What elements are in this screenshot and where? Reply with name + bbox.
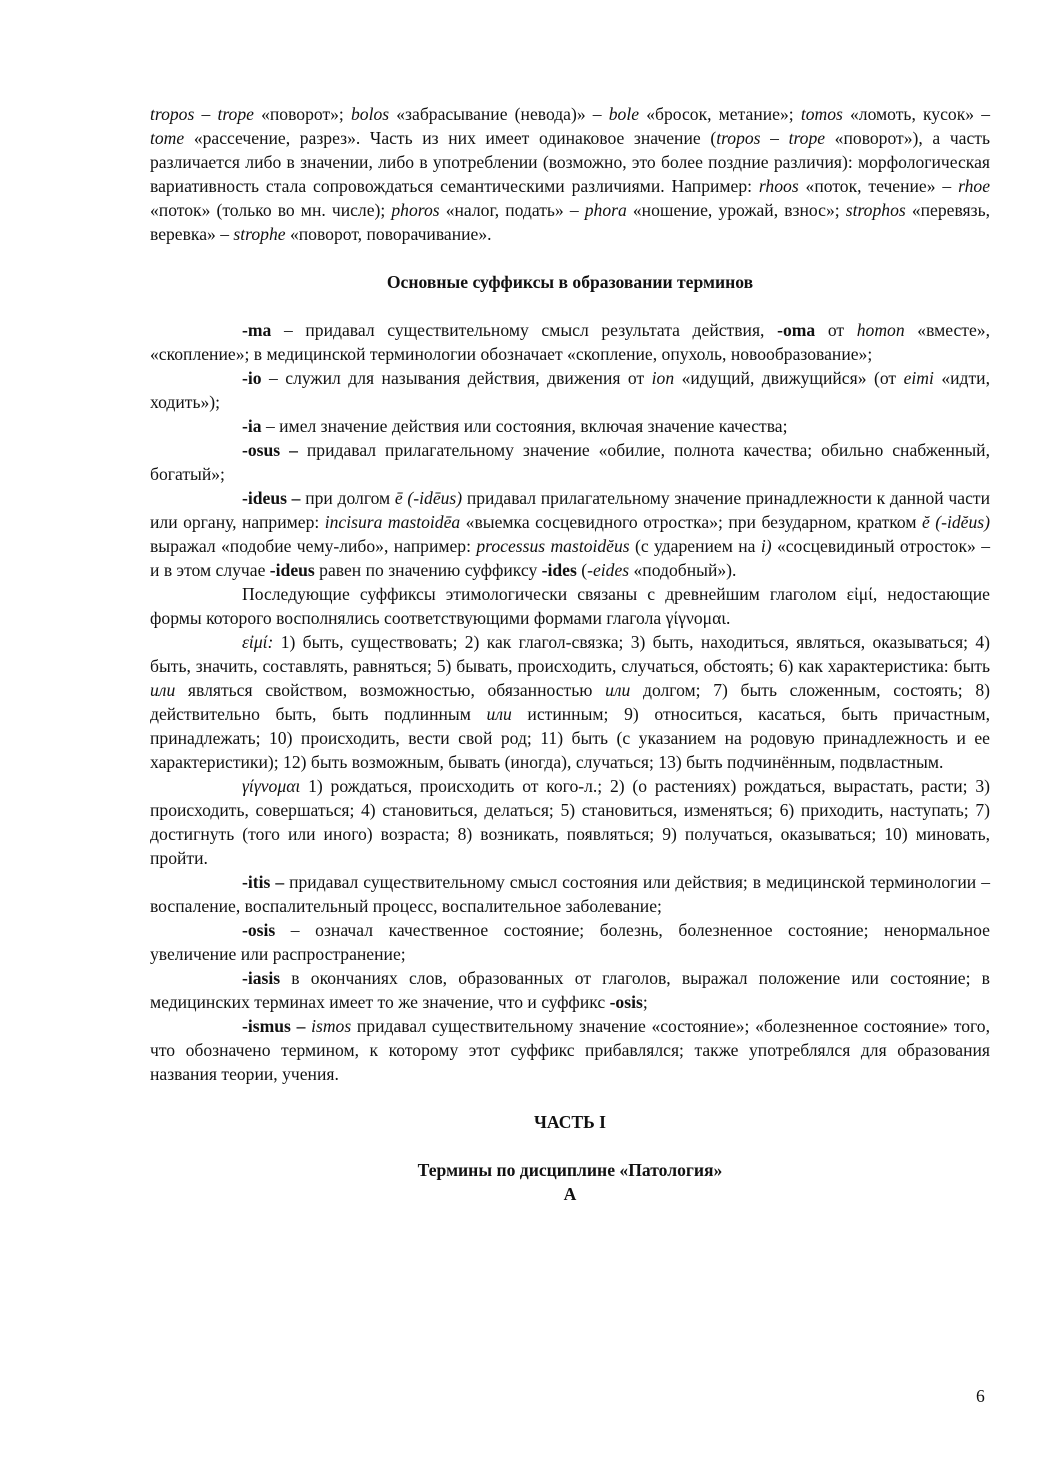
text-run: – придавал существительному смысл результата действия, [271, 320, 778, 340]
bold-term: -ideus – [242, 488, 301, 508]
text-run: «сосцевидиный отросток» – и в этом случае [150, 536, 990, 580]
italic-term: или [605, 680, 631, 700]
text-run: «вместе», «скопление»; в медицинской терминологии обозначает «скопление, опухоль, новообразование»; [150, 320, 990, 364]
page-body [150, 102, 990, 1206]
page-number: 6 [976, 1386, 985, 1406]
bold-term: -osis [242, 920, 276, 940]
bold-term: -iasis [242, 968, 281, 988]
text-run: «поворот»; [253, 104, 351, 124]
gignomai-definition [150, 774, 990, 870]
italic-term: trope [788, 128, 826, 148]
suffix-paragraph-ia [150, 414, 990, 438]
terms-heading: Термины по дисциплине «Патология» [417, 1160, 723, 1180]
italic-term: phoros [391, 200, 440, 220]
text-run: истинным; 9) относиться, касаться, быть причастным, принадлежать; 10) происходить, вести свой род; 11) быть (с указанием на родовую принадлежность и ее характеристики); 12) быть возможным, бывать (иногда), случаться; 13) быть подчинённым, подвластным. [150, 704, 990, 772]
text-run: – служил для называния действия, движения от [261, 368, 652, 388]
text-run: придавал существительному значение «состояние»; «болезненное состояние» того, что обозначено термином, к которому этот суффикс прибавлялся; также употреблялся для образования названия теории, учения. [150, 1016, 991, 1084]
italic-term: tomos [800, 104, 843, 124]
italic-term: εἰμί: [242, 632, 274, 652]
italic-term: i) [760, 536, 772, 556]
text-run: «ломоть, кусок» – [842, 104, 990, 124]
italic-term: ismos [311, 1016, 352, 1036]
text-run: «выемка сосцевидного отростка»; при безударном, кратком [460, 512, 922, 532]
italic-term: или [150, 680, 176, 700]
bold-term: -osus – [242, 440, 298, 460]
suffix-paragraph-itis [150, 870, 990, 918]
text-run: придавал прилагательному значение принадлежности к данной части или органу, например: [150, 488, 990, 532]
text-run: 1) быть, существовать; 2) как глагол-связка; 3) быть, находиться, являться, оказываться; 4) быть, значить, составлять, равняться; 5) бывать, происходить, случаться, обстоять; 6) как характеристика: быть [150, 632, 990, 676]
letter-heading: А [563, 1184, 577, 1204]
text-run: «перевязь, веревка» – [150, 200, 990, 244]
text-run: Последующие суффиксы этимологически связаны с древнейшим глаголом εἰμί, недостающие формы которого восполнялись соответствующими формами глагола γίγνομαι. [150, 584, 990, 628]
text-run: при долгом [300, 488, 395, 508]
bold-term: -oma [777, 320, 816, 340]
text-run: «поворот, поворачивание». [285, 224, 492, 244]
bold-term: -ia [242, 416, 262, 436]
text-run: ; [642, 992, 648, 1012]
suffix-paragraph-osis [150, 918, 990, 966]
italic-term: ē (-idēus) [394, 488, 463, 508]
italic-term: tome [150, 128, 185, 148]
text-run: «поворот»), а часть различается либо в значении, либо в употреблении (возможно, это более поздние различия): морфологическая вариативность стала сопровождаться семантическими различиями. Например: [150, 128, 991, 196]
eimi-definition [150, 630, 990, 774]
text-run: долгом; 7) быть сложенным, состоять; 8) действительно быть, быть подлинным [150, 680, 990, 724]
text-run: – имел значение действия или состояния, включая значение качества; [261, 416, 788, 436]
etymology-paragraph [150, 582, 990, 630]
bold-term: -ma [242, 320, 272, 340]
italic-term: processus mastoidĕus [476, 536, 630, 556]
text-run: в окончаниях слов, образованных от глаголов, выражал положение или состояние; в медицинских терминах имеет то же значение, что и суффикс [150, 968, 990, 1012]
text-run: (с ударением на [629, 536, 761, 556]
suffix-paragraph-osus [150, 438, 990, 486]
italic-term: incisura mastoidēa [324, 512, 461, 532]
bold-term: -io [242, 368, 262, 388]
text-run: «поток, течение» – [798, 176, 959, 196]
suffix-paragraph-io [150, 366, 990, 414]
italic-term: trope [217, 104, 254, 124]
italic-term: или [486, 704, 512, 724]
italic-term: rhoe [958, 176, 991, 196]
italic-term: ĕ (-idĕus) [922, 512, 990, 532]
italic-term: phora [584, 200, 627, 220]
italic-term: homon [856, 320, 905, 340]
text-run: являться свойством, возможностью, обязанностью [175, 680, 606, 700]
text-run: 1) рождаться, происходить от кого-л.; 2) (о растениях) рождаться, вырастать, расти; 3) происходить, совершаться; 4) становиться, делаться; 5) становиться, изменяться; 6) приходить, наступать; 7) достигнуть (того или иного) возраста; 8) возникать, появляться; 9) получаться, оказываться; 10) миновать, пройти. [150, 776, 990, 868]
bold-term: -ideus [269, 560, 315, 580]
text-run: «налог, подать» – [439, 200, 585, 220]
italic-term: -eides [587, 560, 630, 580]
italic-term: γίγνομαι [242, 776, 301, 796]
text-run: – [194, 104, 218, 124]
text-run: «поток» (только во мн. числе); [150, 200, 392, 220]
italic-term: bolos [350, 104, 390, 124]
italic-term: eimi [903, 368, 934, 388]
text-run: «идти, ходить»); [150, 368, 990, 412]
text-run: «бросок, метание»; [639, 104, 801, 124]
text-run: «забрасывание (невода)» – [389, 104, 609, 124]
italic-term: strophos [845, 200, 906, 220]
suffix-paragraph-iasis [150, 966, 990, 1014]
italic-term: tropos [716, 128, 761, 148]
text-run: «идущий, движущийся» (от [674, 368, 904, 388]
text-run: выражал «подобие чему-либо», например: [150, 536, 477, 556]
italic-term: tropos [150, 104, 195, 124]
intro-paragraph [150, 102, 990, 246]
bold-term: -ismus – [242, 1016, 306, 1036]
text-run: «подобный»). [629, 560, 737, 580]
italic-term: bole [608, 104, 640, 124]
bold-term: -itis – [242, 872, 285, 892]
text-run: «ношение, урожай, взнос»; [626, 200, 846, 220]
suffix-paragraph-ideus [150, 486, 990, 582]
italic-term: strophe [233, 224, 286, 244]
bold-term: -osis [609, 992, 643, 1012]
suffix-paragraph-ismus [150, 1014, 990, 1086]
italic-term: rhoos [758, 176, 799, 196]
section-heading: Основные суффиксы в образовании терминов [386, 272, 754, 292]
italic-term: ion [651, 368, 675, 388]
text-run: равен по значению суффиксу [314, 560, 542, 580]
text-run: придавал прилагательному значение «обилие, полнота качества; обильно снабженный, богатый»; [150, 440, 990, 484]
text-run: от [815, 320, 857, 340]
bold-term: -ides [541, 560, 577, 580]
text-run: «рассечение, разрез». Часть из них имеет одинаковое значение ( [184, 128, 717, 148]
part-heading: ЧАСТЬ I [533, 1112, 607, 1132]
suffix-list [150, 318, 990, 1086]
text-run: ( [576, 560, 588, 580]
text-run: – означал качественное состояние; болезнь, болезненное состояние; ненормальное увеличение или распространение; [150, 920, 990, 964]
text-run: – [760, 128, 789, 148]
suffix-paragraph-ma [150, 318, 990, 366]
text-run: придавал существительному смысл состояния или действия; в медицинской терминологии – воспаление, воспалительный процесс, воспалительное заболевание; [150, 872, 990, 916]
